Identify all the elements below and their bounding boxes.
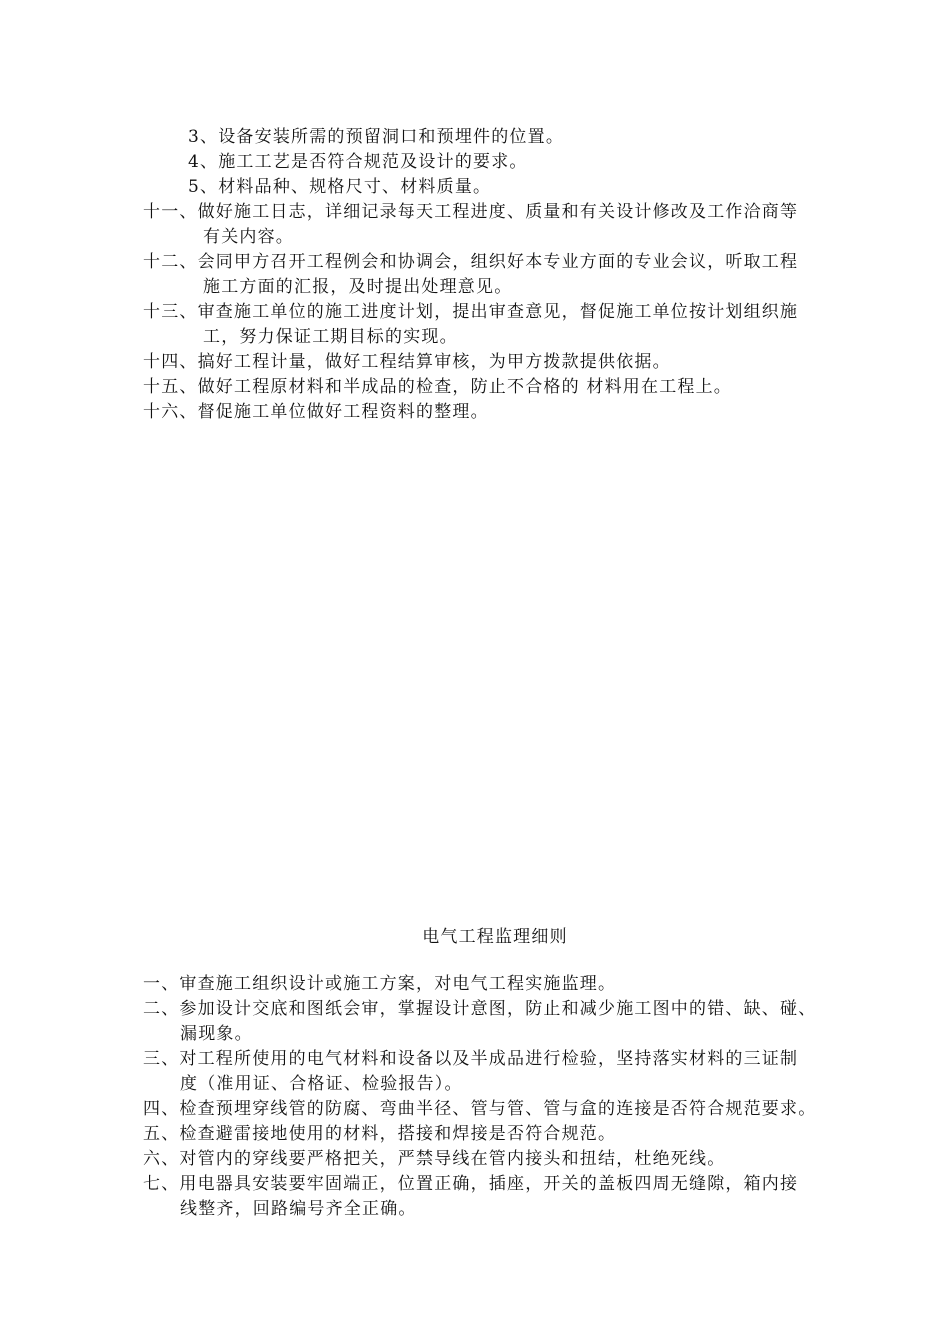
text-line: 3、设备安装所需的预留洞口和预埋件的位置。	[188, 127, 565, 147]
text-line: 十一、做好施工日志，详细记录每天工程进度、质量和有关设计修改及工作洽商等	[143, 202, 799, 222]
text-line: 三、对工程所使用的电气材料和设备以及半成品进行检验，坚持落实材料的三证制	[143, 1049, 799, 1069]
text-line: 十五、做好工程原材料和半成品的检查，防止不合格的 材料用在工程上。	[143, 377, 733, 397]
text-line: 线整齐，回路编号齐全正确。	[180, 1199, 417, 1219]
text-line: 二、参加设计交底和图纸会审，掌握设计意图，防止和减少施工图中的错、缺、碰、	[143, 999, 817, 1019]
text-line: 六、对管内的穿线要严格把关，严禁导线在管内接头和扭结，杜绝死线。	[143, 1149, 726, 1169]
text-line: 施工方面的汇报，及时提出处理意见。	[203, 277, 513, 297]
text-line: 有关内容。	[203, 227, 294, 247]
text-line: 漏现象。	[180, 1024, 253, 1044]
text-line: 工，努力保证工期目标的实现。	[203, 327, 458, 347]
text-line: 五、检查避雷接地使用的材料，搭接和焊接是否符合规范。	[143, 1124, 617, 1144]
text-line: 5、材料品种、规格尺寸、材料质量。	[188, 177, 492, 197]
text-line: 度（准用证、合格证、检验报告）。	[180, 1074, 463, 1094]
text-line: 十四、搞好工程计量，做好工程结算审核，为甲方拨款提供依据。	[143, 352, 671, 372]
text-line: 七、用电器具安装要牢固端正，位置正确，插座，开关的盖板四周无缝隙，箱内接	[143, 1174, 799, 1194]
section-title: 电气工程监理细则	[422, 927, 568, 947]
text-line: 一、审查施工组织设计或施工方案，对电气工程实施监理。	[143, 974, 617, 994]
text-line: 十六、督促施工单位做好工程资料的整理。	[143, 402, 489, 422]
text-line: 4、施工工艺是否符合规范及设计的要求。	[188, 152, 528, 172]
text-line: 四、检查预埋穿线管的防腐、弯曲半径、管与管、管与盒的连接是否符合规范要求。	[143, 1099, 817, 1119]
text-line: 十三、审查施工单位的施工进度计划，提出审查意见，督促施工单位按计划组织施	[143, 302, 799, 322]
text-line: 十二、会同甲方召开工程例会和协调会，组织好本专业方面的专业会议，听取工程	[143, 252, 799, 272]
